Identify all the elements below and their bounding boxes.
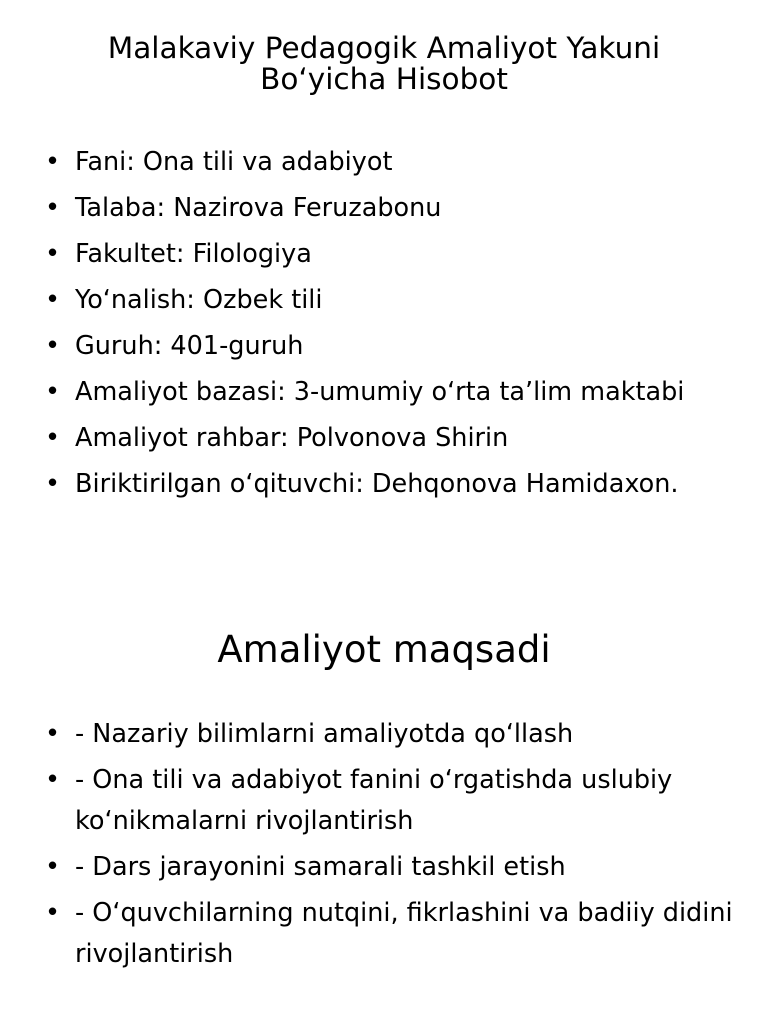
bullet-icon: • — [45, 765, 61, 795]
bullet-icon: • — [45, 331, 61, 361]
list-item-text: - O‘quvchilarning nutqini, fikrlashini va badiiy didini rivojlantirish — [75, 898, 733, 969]
list-item — [0, 139, 768, 185]
slide-title-line-1: Malakaviy Pedagogik Amaliyot Yakuni — [107, 31, 661, 65]
report-details-list — [0, 139, 768, 507]
list-item-text: Fakultet: Filologiya — [75, 239, 312, 269]
list-item-text: Amaliyot rahbar: Polvonova Shirin — [75, 423, 509, 453]
list-item — [0, 893, 768, 975]
bullet-icon: • — [45, 423, 61, 453]
list-item-text: Talaba: Nazirova Feruzabonu — [75, 193, 442, 223]
bullet-icon: • — [45, 377, 61, 407]
bullet-icon: • — [45, 852, 61, 882]
slide-title — [40, 33, 728, 95]
list-item-text: - Nazariy bilimlarni amaliyotda qo‘llash — [75, 719, 574, 749]
slide-title: Amaliyot maqsadi — [217, 628, 551, 671]
bullet-icon: • — [45, 719, 61, 749]
list-item — [0, 415, 768, 461]
list-item-text: - Dars jarayonini samarali tashkil etish — [75, 852, 566, 882]
bullet-icon: • — [45, 469, 61, 499]
list-item-text: Fani: Ona tili va adabiyot — [75, 147, 393, 177]
bullet-icon: • — [45, 898, 61, 928]
list-item — [0, 714, 768, 755]
bullet-icon: • — [45, 193, 61, 223]
list-item-text: Guruh: 401-guruh — [75, 331, 304, 361]
list-item — [0, 847, 768, 888]
list-item — [0, 231, 768, 277]
list-item — [0, 369, 768, 415]
list-item — [0, 461, 768, 507]
bullet-icon: • — [45, 147, 61, 177]
slide-practice-goals — [0, 512, 768, 1024]
list-item-text: Biriktirilgan o‘qituvchi: Dehqonova Hamidaxon. — [75, 469, 679, 499]
list-item — [0, 323, 768, 369]
slide-title-line-2: Bo‘yicha Hisobot — [260, 62, 508, 96]
list-item — [0, 185, 768, 231]
list-item-text: Yo‘nalish: Ozbek tili — [75, 285, 323, 315]
list-item — [0, 760, 768, 842]
list-item-text: - Ona tili va adabiyot fanini o‘rgatishda uslubiy ko‘nikmalarni rivojlantirish — [75, 765, 673, 836]
bullet-icon: • — [45, 239, 61, 269]
goals-list — [0, 714, 768, 980]
list-item — [0, 277, 768, 323]
list-item-text: Amaliyot bazasi: 3-umumiy o‘rta ta’lim maktabi — [75, 377, 685, 407]
bullet-icon: • — [45, 285, 61, 315]
